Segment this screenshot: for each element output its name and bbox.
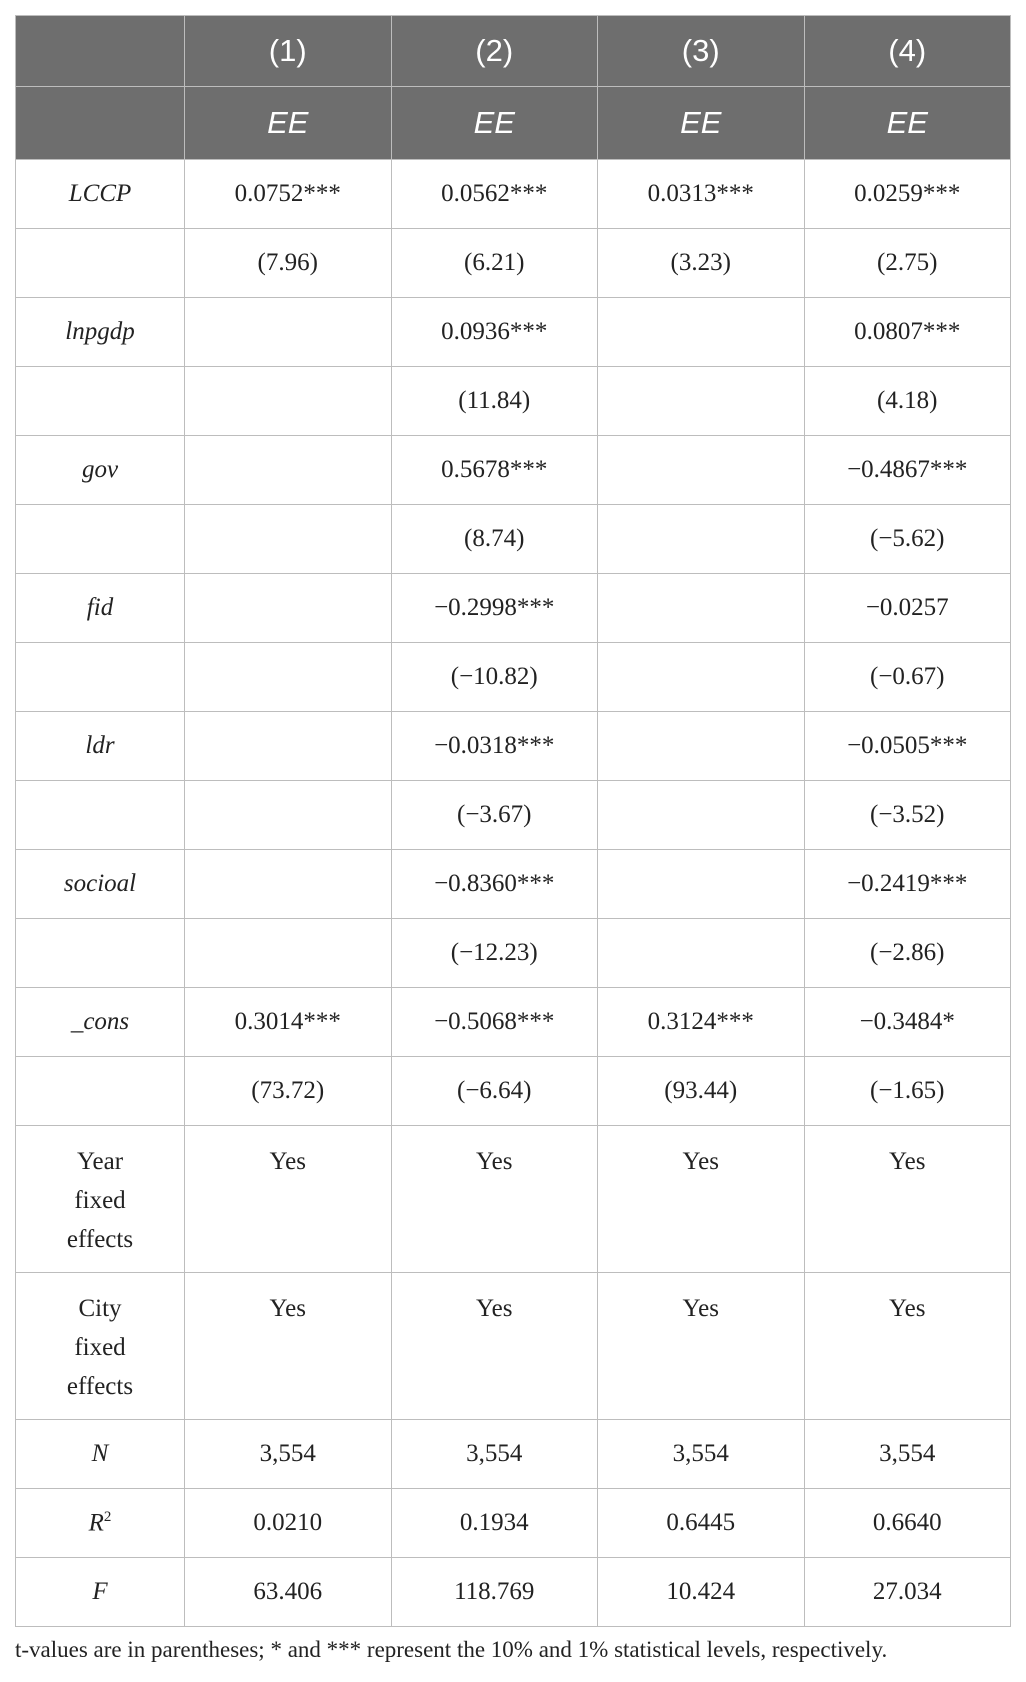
table-row (16, 160, 1011, 229)
variable-label: fid (16, 574, 185, 643)
value-cell: (7.96) (185, 229, 392, 298)
value-cell (804, 1273, 1011, 1420)
value-cell (391, 1273, 598, 1420)
value-cell: (−6.64) (391, 1057, 598, 1126)
variable-label (16, 367, 185, 436)
statistic-label-text: R (88, 1509, 104, 1537)
value-cell (598, 643, 805, 712)
value-cell: 10.424 (598, 1558, 805, 1627)
value-cell: (−10.82) (391, 643, 598, 712)
variable-label (16, 643, 185, 712)
table-row (16, 229, 1011, 298)
value-cell: 0.3014*** (185, 988, 392, 1057)
header-cell: EE (804, 87, 1011, 160)
variable-label (16, 229, 185, 298)
value-cell: −0.0505*** (804, 712, 1011, 781)
statistic-row (16, 1420, 1011, 1489)
fixed-effects-row (16, 1126, 1011, 1273)
value-cell: (3.23) (598, 229, 805, 298)
value-cell (598, 919, 805, 988)
value-cell (185, 367, 392, 436)
table-body (16, 160, 1011, 1627)
table-row (16, 436, 1011, 505)
value-cell (185, 643, 392, 712)
value-cell (185, 505, 392, 574)
value-cell: 0.6640 (804, 1489, 1011, 1558)
value-cell: 3,554 (391, 1420, 598, 1489)
value-cell: 0.0210 (185, 1489, 392, 1558)
value-cell (185, 1273, 392, 1420)
value-cell: 0.0562*** (391, 160, 598, 229)
value-cell (185, 1126, 392, 1273)
value-cell (598, 436, 805, 505)
statistic-label (16, 1420, 185, 1489)
table-row (16, 850, 1011, 919)
value-text: Yes (476, 1148, 513, 1175)
statistic-label-text: N (91, 1440, 109, 1467)
variable-label (16, 781, 185, 850)
value-cell: 3,554 (598, 1420, 805, 1489)
variable-label (16, 505, 185, 574)
value-cell: (8.74) (391, 505, 598, 574)
value-cell: (4.18) (804, 367, 1011, 436)
value-cell: −0.8360*** (391, 850, 598, 919)
fixed-effects-label-text (16, 1126, 184, 1259)
value-cell (598, 505, 805, 574)
value-cell: 0.1934 (391, 1489, 598, 1558)
statistic-label-text: F (92, 1578, 108, 1605)
superscript: 2 (103, 1508, 112, 1525)
table-row (16, 919, 1011, 988)
value-cell: 0.0807*** (804, 298, 1011, 367)
variable-label: LCCP (16, 160, 185, 229)
value-cell: −0.2419*** (804, 850, 1011, 919)
value-cell: −0.0257 (804, 574, 1011, 643)
value-cell: 27.034 (804, 1558, 1011, 1627)
value-cell (185, 712, 392, 781)
value-text: Yes (269, 1148, 306, 1175)
header-row-dependent-variable (16, 87, 1011, 160)
value-text: Yes (682, 1295, 719, 1322)
value-text: Yes (682, 1148, 719, 1175)
value-cell: 0.0752*** (185, 160, 392, 229)
fixed-effects-label (16, 1126, 185, 1273)
value-cell: −0.2998*** (391, 574, 598, 643)
fixed-effects-label-text (16, 1273, 184, 1406)
variable-label: socioal (16, 850, 185, 919)
table-header (16, 16, 1011, 160)
value-cell: 0.0313*** (598, 160, 805, 229)
value-cell: 0.3124*** (598, 988, 805, 1057)
variable-label: gov (16, 436, 185, 505)
table-row (16, 712, 1011, 781)
value-cell: (−1.65) (804, 1057, 1011, 1126)
value-cell (598, 850, 805, 919)
value-cell: 3,554 (804, 1420, 1011, 1489)
label-line: fixed (74, 1187, 126, 1214)
value-cell: 0.0936*** (391, 298, 598, 367)
value-cell: (−3.67) (391, 781, 598, 850)
table-row (16, 505, 1011, 574)
value-cell: (−0.67) (804, 643, 1011, 712)
value-cell: 0.5678*** (391, 436, 598, 505)
fixed-effects-row (16, 1273, 1011, 1420)
header-row-model-numbers (16, 16, 1011, 87)
header-cell: (1) (185, 16, 392, 87)
value-cell: (2.75) (804, 229, 1011, 298)
value-cell (185, 298, 392, 367)
variable-label: _cons (16, 988, 185, 1057)
value-cell: 118.769 (391, 1558, 598, 1627)
statistic-row (16, 1558, 1011, 1627)
table-row (16, 643, 1011, 712)
header-cell (16, 16, 185, 87)
variable-label: ldr (16, 712, 185, 781)
statistic-label (16, 1489, 185, 1558)
statistic-row (16, 1489, 1011, 1558)
value-text: Yes (269, 1295, 306, 1322)
value-cell: (93.44) (598, 1057, 805, 1126)
value-cell: −0.5068*** (391, 988, 598, 1057)
value-cell: (11.84) (391, 367, 598, 436)
value-cell: (73.72) (185, 1057, 392, 1126)
value-cell: 0.0259*** (804, 160, 1011, 229)
value-cell (185, 781, 392, 850)
value-cell (804, 1126, 1011, 1273)
header-cell: EE (391, 87, 598, 160)
label-line: effects (66, 1226, 134, 1253)
label-line: fixed (74, 1334, 126, 1361)
value-cell (185, 574, 392, 643)
header-cell: (4) (804, 16, 1011, 87)
fixed-effects-label (16, 1273, 185, 1420)
value-cell (391, 1126, 598, 1273)
regression-table (15, 15, 1011, 1627)
header-cell: (3) (598, 16, 805, 87)
label-line: effects (66, 1373, 134, 1400)
value-cell (598, 367, 805, 436)
value-cell (598, 781, 805, 850)
label-line: City (78, 1295, 122, 1322)
header-cell: EE (598, 87, 805, 160)
variable-label: lnpgdp (16, 298, 185, 367)
table-row (16, 298, 1011, 367)
variable-label (16, 1057, 185, 1126)
value-cell: 3,554 (185, 1420, 392, 1489)
value-cell (598, 298, 805, 367)
value-cell: −0.0318*** (391, 712, 598, 781)
value-cell (598, 574, 805, 643)
value-text: Yes (889, 1148, 926, 1175)
variable-label (16, 919, 185, 988)
value-cell: (6.21) (391, 229, 598, 298)
value-cell: −0.3484* (804, 988, 1011, 1057)
header-cell (16, 87, 185, 160)
value-cell: −0.4867*** (804, 436, 1011, 505)
value-cell (185, 919, 392, 988)
table-row (16, 988, 1011, 1057)
regression-table-container (15, 15, 1010, 1663)
value-cell: (−12.23) (391, 919, 598, 988)
value-cell: (−5.62) (804, 505, 1011, 574)
value-cell (185, 850, 392, 919)
value-cell (598, 1273, 805, 1420)
label-line: Year (76, 1148, 124, 1175)
header-cell: EE (185, 87, 392, 160)
value-text: Yes (476, 1295, 513, 1322)
value-cell: (−3.52) (804, 781, 1011, 850)
statistic-label (16, 1558, 185, 1627)
value-cell (185, 436, 392, 505)
value-text: Yes (889, 1295, 926, 1322)
table-row (16, 574, 1011, 643)
table-row (16, 1057, 1011, 1126)
table-footnote: t-values are in parentheses; * and *** represent the 10% and 1% statistical levels, respectively. (15, 1637, 888, 1662)
value-cell: 0.6445 (598, 1489, 805, 1558)
header-cell: (2) (391, 16, 598, 87)
value-cell (598, 712, 805, 781)
value-cell: (−2.86) (804, 919, 1011, 988)
table-row (16, 367, 1011, 436)
table-row (16, 781, 1011, 850)
value-cell: 63.406 (185, 1558, 392, 1627)
value-cell (598, 1126, 805, 1273)
